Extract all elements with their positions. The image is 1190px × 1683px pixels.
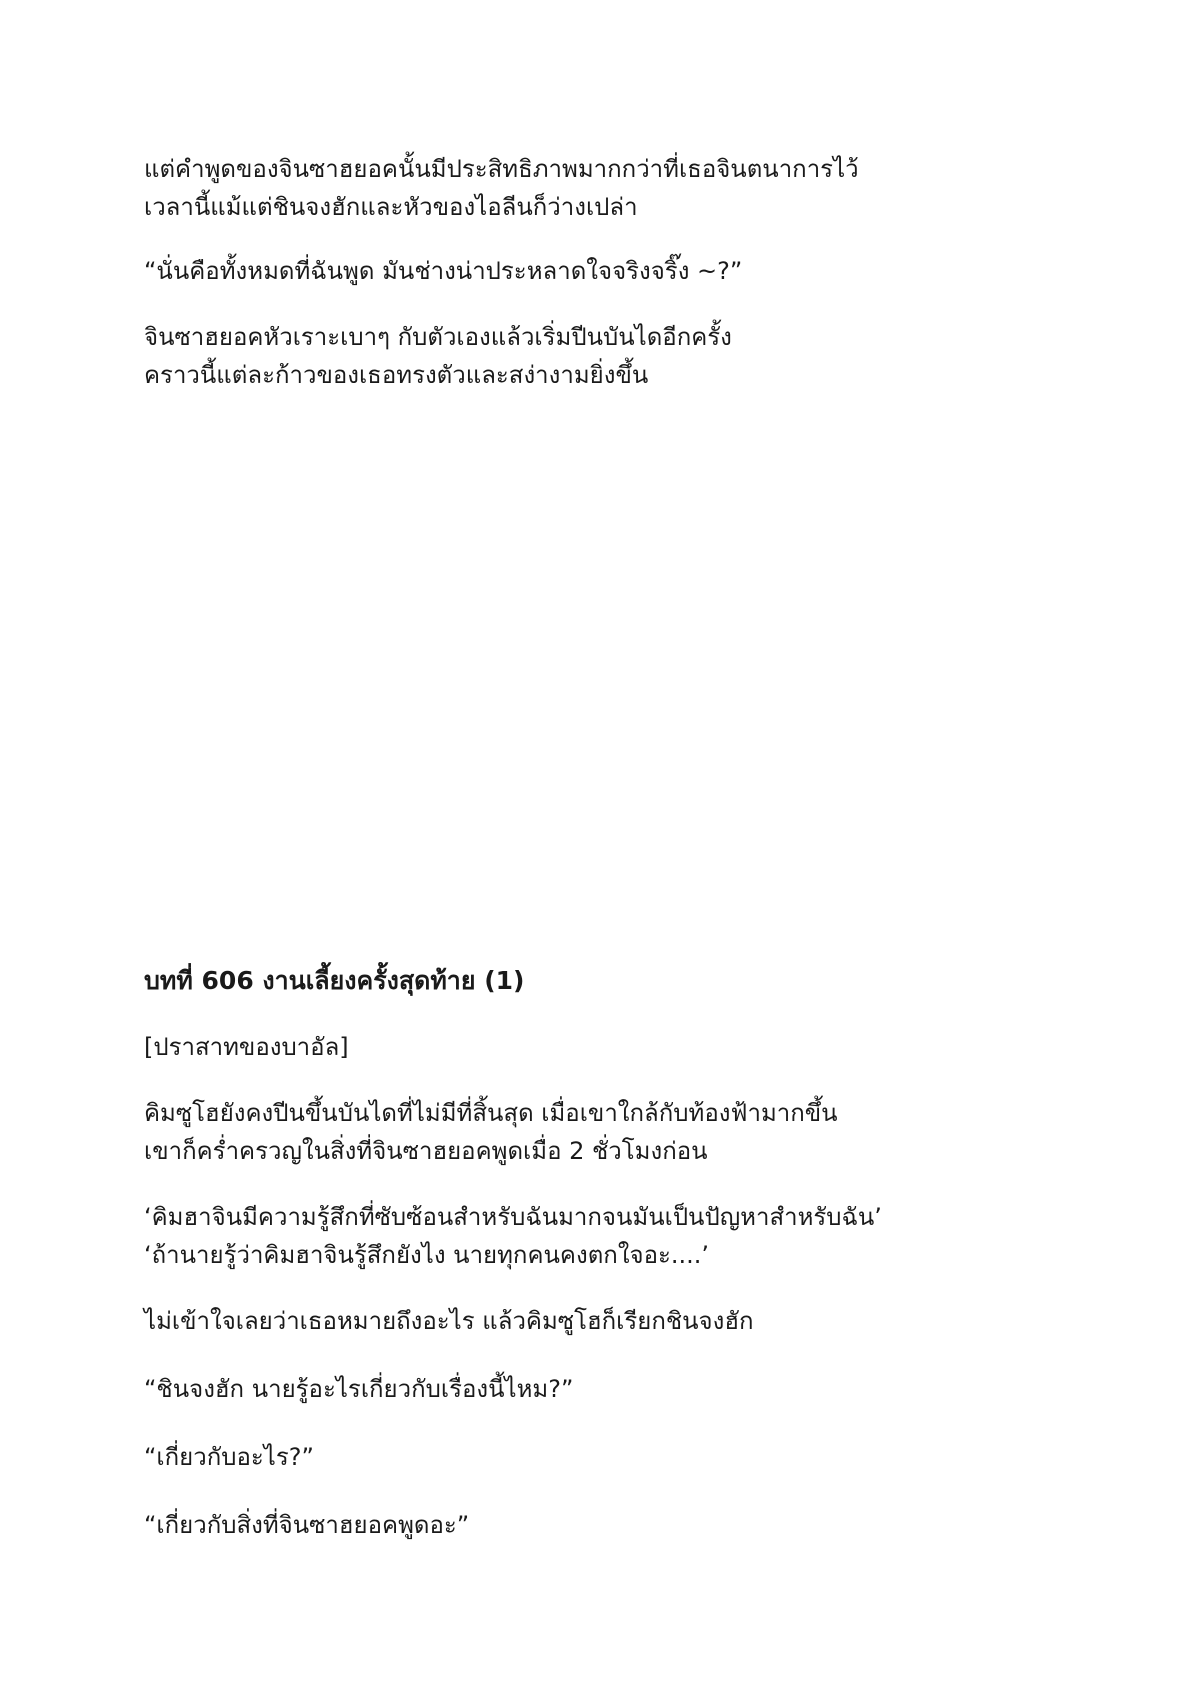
text-line: “เกี่ยวกับอะไร?” (144, 1443, 314, 1471)
chapter-paragraph-2 (144, 1198, 1044, 1274)
text-line: เขาก็คร่ำครวญในสิ่งที่จินซาฮยอคพูดเมื่อ 2 ชั่วโมงก่อน (144, 1137, 708, 1165)
chapter-paragraph-6 (144, 1506, 1044, 1544)
paragraph-3 (144, 318, 1044, 394)
text-line: คราวนี้แต่ละก้าวของเธอทรงตัวและสง่างามยิ่งขึ้น (144, 361, 649, 389)
chapter-paragraph-3 (144, 1302, 1044, 1340)
chapter-paragraph-5 (144, 1438, 1044, 1476)
location-line (144, 1028, 1044, 1066)
paragraph-2 (144, 252, 1044, 290)
chapter-heading: บทที่ 606 งานเลี้ยงครั้งสุดท้าย (1) (144, 966, 525, 995)
chapter-paragraph-1 (144, 1094, 1044, 1170)
text-line: คิมซูโฮยังคงปีนขึ้นบันไดที่ไม่มีที่สิ้นสุด เมื่อเขาใกล้กับท้องฟ้ามากขึ้น (144, 1099, 838, 1127)
paragraph-1 (144, 150, 1044, 226)
text-line: แต่คำพูดของจินซาฮยอคนั้นมีประสิทธิภาพมากกว่าที่เธอจินตนาการไว้ (144, 155, 859, 183)
text-line: เวลานี้แม้แต่ชินจงฮักและหัวของไอลีนก็ว่างเปล่า (144, 193, 638, 221)
chapter-title (144, 962, 1044, 1000)
text-line: “เกี่ยวกับสิ่งที่จินซาฮยอคพูดอะ” (144, 1511, 470, 1539)
text-line: ‘คิมฮาจินมีความรู้สึกที่ซับซ้อนสำหรับฉันมากจนมันเป็นปัญหาสำหรับฉัน’ (144, 1203, 882, 1231)
chapter-paragraph-4 (144, 1370, 1044, 1408)
text-line: “ชินจงฮัก นายรู้อะไรเกี่ยวกับเรื่องนี้ไหม?” (144, 1375, 574, 1403)
text-line: “นั่นคือทั้งหมดที่ฉันพูด มันช่างน่าประหลาดใจจริงจริ๊ง ~?” (144, 257, 743, 285)
text-line: จินซาฮยอคหัวเราะเบาๆ กับตัวเองแล้วเริ่มปีนบันไดอีกครั้ง (144, 323, 732, 351)
text-line: ไม่เข้าใจเลยว่าเธอหมายถึงอะไร แล้วคิมซูโฮก็เรียกชินจงฮัก (144, 1307, 754, 1335)
text-line: [ปราสาทของบาอัล] (144, 1033, 349, 1061)
text-line: ‘ถ้านายรู้ว่าคิมฮาจินรู้สึกยังไง นายทุกคนคงตกใจอะ....’ (144, 1241, 710, 1269)
